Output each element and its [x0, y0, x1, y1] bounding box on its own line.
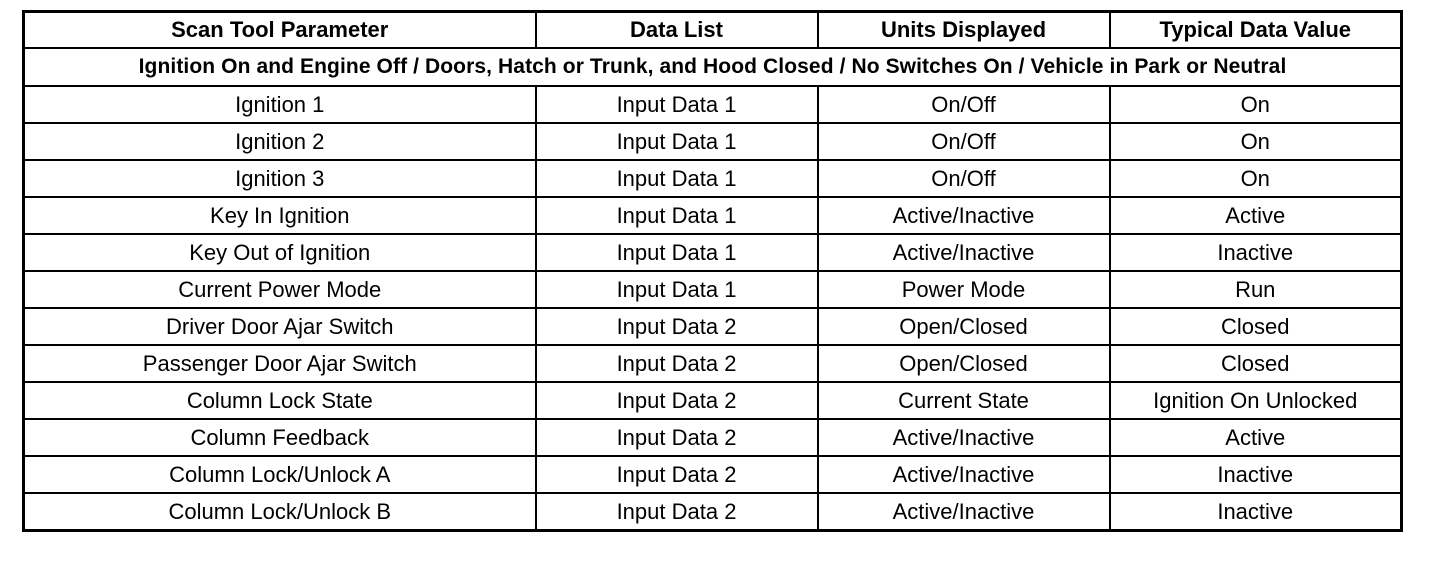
cell-units-displayed: Active/Inactive	[818, 419, 1110, 456]
header-units-displayed: Units Displayed	[818, 12, 1110, 49]
cell-typical-data-value: On	[1110, 160, 1402, 197]
cell-scan-tool-parameter: Driver Door Ajar Switch	[24, 308, 536, 345]
cell-data-list: Input Data 2	[536, 419, 818, 456]
cell-units-displayed: Open/Closed	[818, 308, 1110, 345]
header-typical-data-value: Typical Data Value	[1110, 12, 1402, 49]
cell-typical-data-value: Inactive	[1110, 234, 1402, 271]
cell-data-list: Input Data 1	[536, 234, 818, 271]
cell-units-displayed: On/Off	[818, 123, 1110, 160]
table-row	[24, 419, 1402, 456]
cell-scan-tool-parameter: Column Feedback	[24, 419, 536, 456]
cell-typical-data-value: Inactive	[1110, 493, 1402, 531]
cell-units-displayed: On/Off	[818, 86, 1110, 123]
cell-units-displayed: Open/Closed	[818, 345, 1110, 382]
cell-typical-data-value: Closed	[1110, 308, 1402, 345]
cell-scan-tool-parameter: Column Lock/Unlock A	[24, 456, 536, 493]
table-row	[24, 456, 1402, 493]
cell-typical-data-value: Ignition On Unlocked	[1110, 382, 1402, 419]
cell-scan-tool-parameter: Ignition 1	[24, 86, 536, 123]
cell-data-list: Input Data 2	[536, 308, 818, 345]
table-row	[24, 160, 1402, 197]
cell-scan-tool-parameter: Current Power Mode	[24, 271, 536, 308]
cell-typical-data-value: Run	[1110, 271, 1402, 308]
cell-typical-data-value: On	[1110, 123, 1402, 160]
cell-scan-tool-parameter: Column Lock/Unlock B	[24, 493, 536, 531]
cell-scan-tool-parameter: Key In Ignition	[24, 197, 536, 234]
cell-units-displayed: Active/Inactive	[818, 234, 1110, 271]
cell-units-displayed: On/Off	[818, 160, 1110, 197]
header-scan-tool-parameter: Scan Tool Parameter	[24, 12, 536, 49]
table-row	[24, 345, 1402, 382]
header-data-list: Data List	[536, 12, 818, 49]
section-condition-label: Ignition On and Engine Off / Doors, Hatch or Trunk, and Hood Closed / No Switches On / Vehicle in Park or Neutral	[24, 48, 1402, 86]
cell-data-list: Input Data 1	[536, 160, 818, 197]
cell-typical-data-value: Active	[1110, 197, 1402, 234]
cell-data-list: Input Data 1	[536, 123, 818, 160]
cell-scan-tool-parameter: Column Lock State	[24, 382, 536, 419]
cell-data-list: Input Data 2	[536, 345, 818, 382]
cell-data-list: Input Data 2	[536, 493, 818, 531]
cell-units-displayed: Power Mode	[818, 271, 1110, 308]
cell-units-displayed: Active/Inactive	[818, 197, 1110, 234]
cell-scan-tool-parameter: Key Out of Ignition	[24, 234, 536, 271]
table-row	[24, 234, 1402, 271]
table-row	[24, 382, 1402, 419]
table-row	[24, 493, 1402, 531]
cell-data-list: Input Data 1	[536, 86, 818, 123]
cell-typical-data-value: Inactive	[1110, 456, 1402, 493]
cell-typical-data-value: Closed	[1110, 345, 1402, 382]
table-body	[24, 48, 1402, 531]
cell-data-list: Input Data 2	[536, 456, 818, 493]
cell-data-list: Input Data 1	[536, 197, 818, 234]
section-row	[24, 48, 1402, 86]
cell-data-list: Input Data 2	[536, 382, 818, 419]
cell-units-displayed: Current State	[818, 382, 1110, 419]
table-row	[24, 308, 1402, 345]
cell-scan-tool-parameter: Ignition 3	[24, 160, 536, 197]
scan-tool-data-table	[22, 10, 1403, 532]
cell-typical-data-value: On	[1110, 86, 1402, 123]
cell-scan-tool-parameter: Passenger Door Ajar Switch	[24, 345, 536, 382]
cell-units-displayed: Active/Inactive	[818, 456, 1110, 493]
cell-scan-tool-parameter: Ignition 2	[24, 123, 536, 160]
cell-typical-data-value: Active	[1110, 419, 1402, 456]
table-row	[24, 123, 1402, 160]
table-row	[24, 271, 1402, 308]
cell-data-list: Input Data 1	[536, 271, 818, 308]
cell-units-displayed: Active/Inactive	[818, 493, 1110, 531]
table-row	[24, 197, 1402, 234]
scan-tool-data-sheet	[22, 10, 1400, 532]
header-row	[24, 12, 1402, 49]
table-row	[24, 86, 1402, 123]
